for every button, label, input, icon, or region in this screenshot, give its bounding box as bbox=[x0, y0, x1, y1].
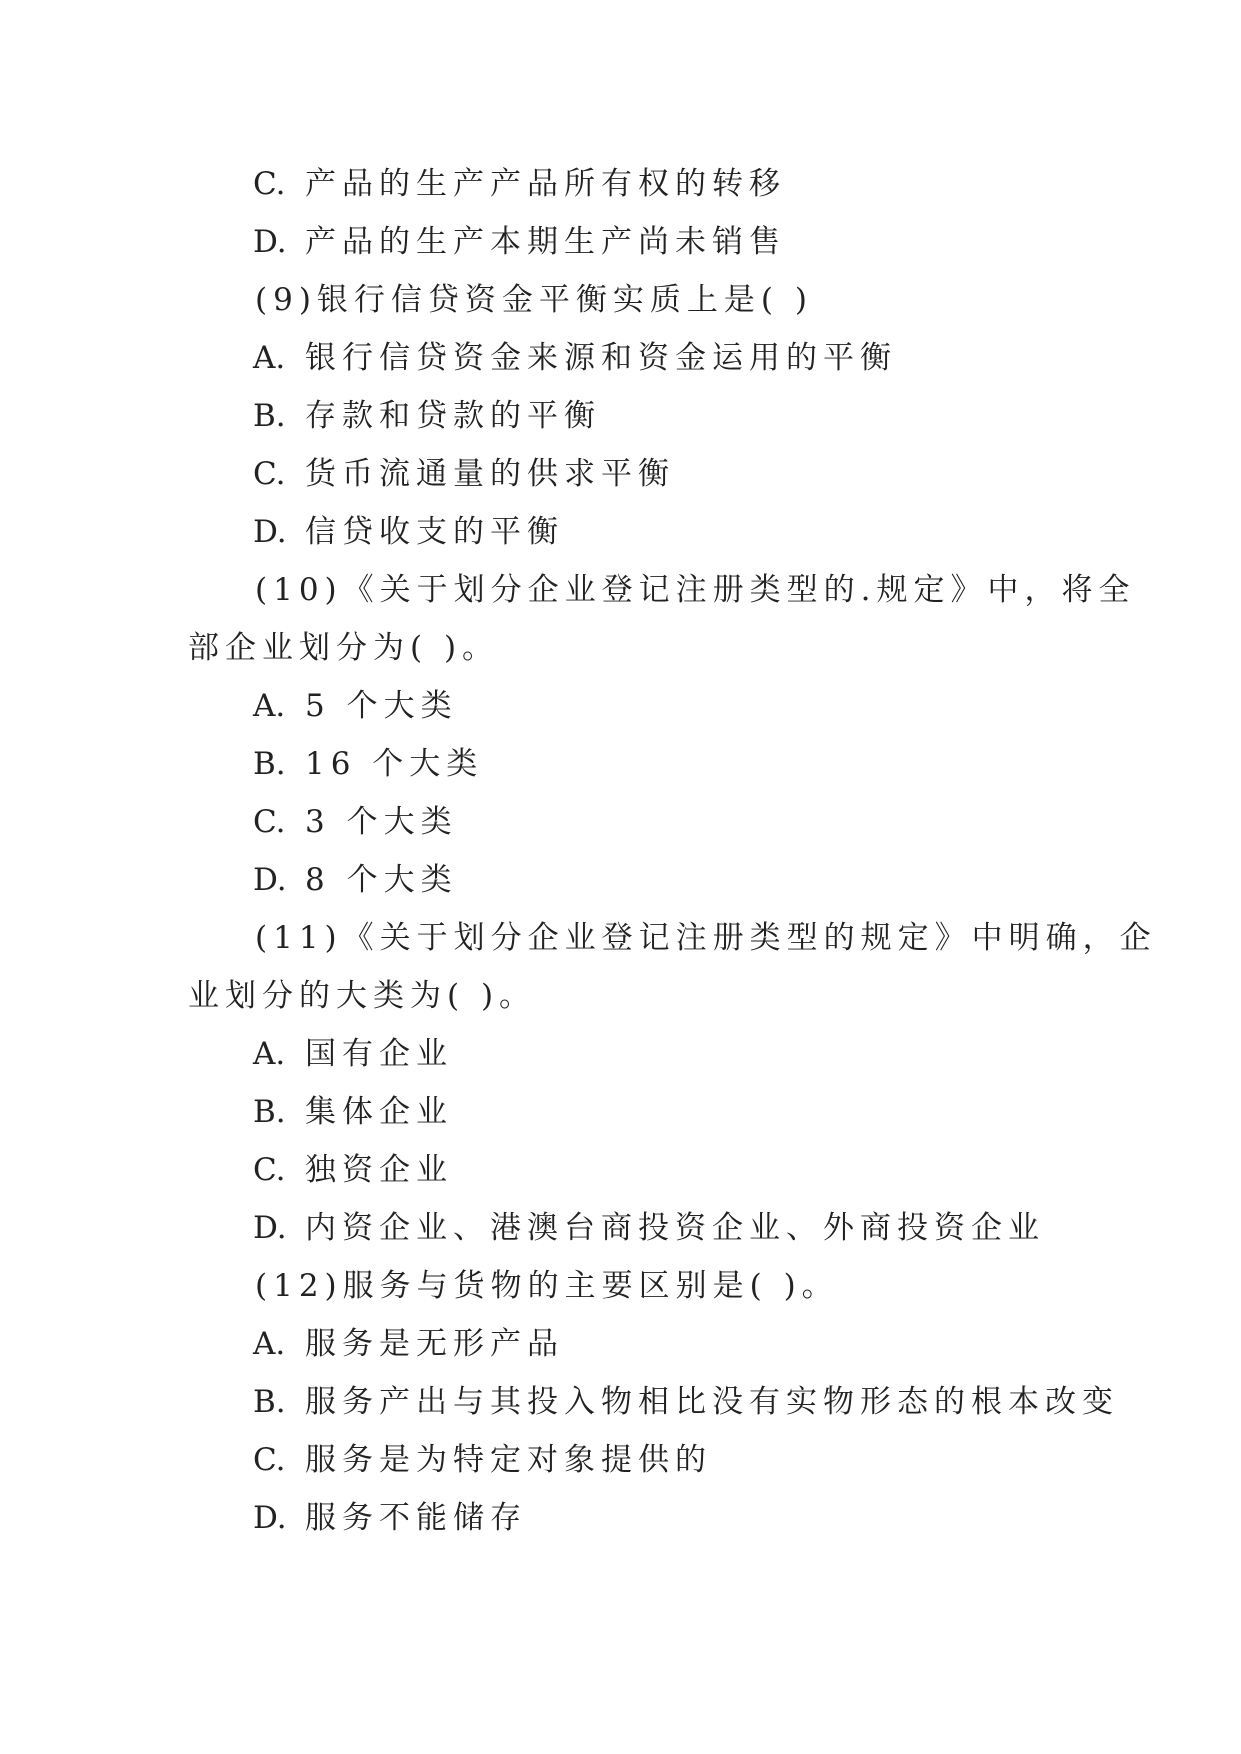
option-text: 银行信贷资金来源和资金运用的平衡 bbox=[305, 340, 897, 376]
option-item bbox=[253, 222, 786, 262]
option-item bbox=[253, 1440, 712, 1480]
option-letter: C. bbox=[253, 804, 286, 840]
option-letter: B. bbox=[253, 398, 286, 434]
option-text: 存款和贷款的平衡 bbox=[305, 398, 601, 434]
option-letter: C. bbox=[253, 1442, 286, 1478]
question-text: (12)服务与货物的主要区别是( )。 bbox=[255, 1268, 839, 1304]
question-continuation: 业划分的大类为( )。 bbox=[188, 978, 537, 1014]
option-item bbox=[253, 1034, 453, 1074]
option-letter: A. bbox=[253, 1326, 286, 1362]
option-letter: C. bbox=[253, 166, 286, 202]
option-text: 内资企业、港澳台商投资企业、外商投资企业 bbox=[305, 1210, 1045, 1246]
option-text: 服务是无形产品 bbox=[305, 1326, 564, 1362]
question-text: (9)银行信贷资金平衡实质上是( ) bbox=[255, 282, 813, 318]
option-item bbox=[253, 396, 601, 436]
option-text: 信贷收支的平衡 bbox=[305, 514, 564, 550]
question-text: (10)《关于划分企业登记注册类型的.规定》中，将全 bbox=[255, 572, 1136, 608]
option-text: 8 个大类 bbox=[305, 862, 458, 898]
option-item bbox=[253, 1092, 453, 1132]
option-letter: C. bbox=[253, 1152, 286, 1188]
option-text: 16 个大类 bbox=[305, 746, 484, 782]
option-item bbox=[253, 512, 564, 552]
option-letter: B. bbox=[253, 1384, 286, 1420]
option-letter: C. bbox=[253, 456, 286, 492]
option-item bbox=[253, 454, 675, 494]
option-letter: D. bbox=[253, 514, 287, 550]
option-text: 国有企业 bbox=[305, 1036, 453, 1072]
option-letter: D. bbox=[253, 1500, 287, 1536]
option-text: 服务产出与其投入物相比没有实物形态的根本改变 bbox=[305, 1384, 1119, 1420]
option-item bbox=[253, 1324, 564, 1364]
option-item bbox=[253, 1208, 1045, 1248]
option-text: 5 个大类 bbox=[305, 688, 458, 724]
option-text: 产品的生产产品所有权的转移 bbox=[305, 166, 786, 202]
option-item bbox=[253, 744, 483, 784]
option-item bbox=[253, 1382, 1119, 1422]
option-item bbox=[253, 1498, 527, 1538]
option-text: 3 个大类 bbox=[305, 804, 458, 840]
option-letter: B. bbox=[253, 746, 286, 782]
option-letter: D. bbox=[253, 224, 287, 260]
option-item bbox=[253, 1150, 453, 1190]
option-text: 独资企业 bbox=[305, 1152, 453, 1188]
option-item bbox=[253, 338, 897, 378]
option-letter: B. bbox=[253, 1094, 286, 1130]
option-letter: D. bbox=[253, 1210, 287, 1246]
option-text: 服务不能储存 bbox=[305, 1500, 527, 1536]
option-text: 产品的生产本期生产尚未销售 bbox=[305, 224, 786, 260]
option-letter: A. bbox=[253, 340, 286, 376]
option-letter: D. bbox=[253, 862, 287, 898]
option-letter: A. bbox=[253, 688, 286, 724]
option-letter: A. bbox=[253, 1036, 286, 1072]
question-text: (11)《关于划分企业登记注册类型的规定》中明确，企 bbox=[255, 920, 1157, 956]
option-item bbox=[253, 686, 458, 726]
option-text: 货币流通量的供求平衡 bbox=[305, 456, 675, 492]
option-text: 集体企业 bbox=[305, 1094, 453, 1130]
option-text: 服务是为特定对象提供的 bbox=[305, 1442, 712, 1478]
option-item bbox=[253, 802, 458, 842]
question-continuation: 部企业划分为( )。 bbox=[188, 630, 500, 666]
option-item bbox=[253, 164, 786, 204]
option-item bbox=[253, 860, 458, 900]
